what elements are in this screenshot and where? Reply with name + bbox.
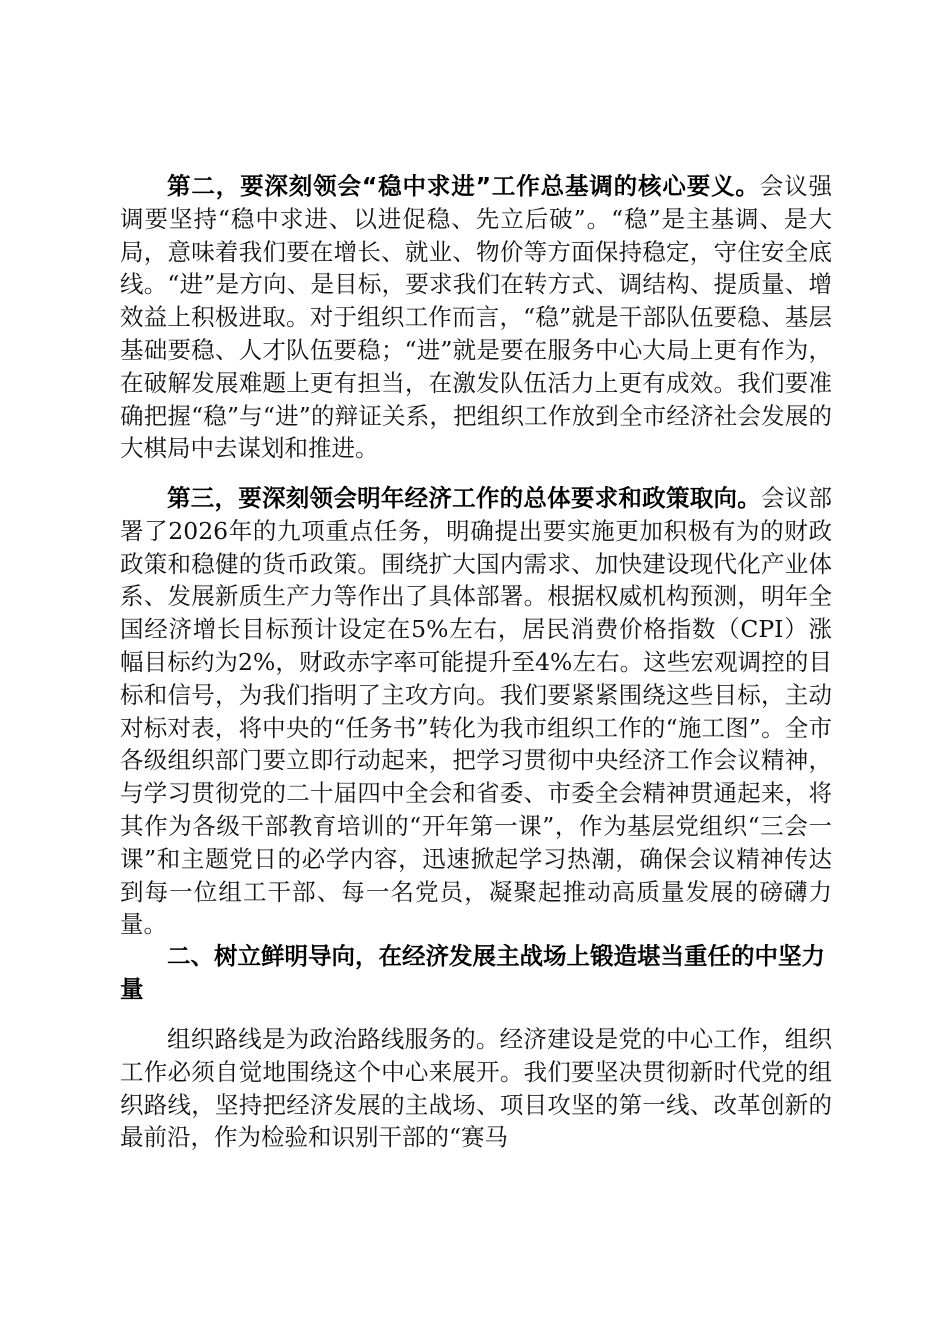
paragraph-body: 会议部署了2026年的九项重点任务，明确提出要实施更加积极有为的财政政策和稳健的货币政策。围绕扩大国内需求、加快建设现代化产业体系、发展新质生产力等作出了具体部署。根据权威机构预测，明年全国经济增长目标预计设定在5%左右，居民消费价格指数（CPI）涨幅目标约为2%，财政赤字率可能提升至4%左右。这些宏观调控的目标和信号，为我们指明了主攻方向。我们要紧紧围绕这些目标，主动对标对表，将中央的“任务书”转化为我市组织工作的“施工图”。全市各级组织部门要立即行动起来，把学习贯彻中央经济工作会议精神，与学习贯彻党的二十届四中全会和省委、市委全会精神贯通起来，将其作为各级干部教育培训的“开年第一课”，作为基层党组织“三会一课”和主题党日的必学内容，迅速掀起学习热潮，确保会议精神传达到每一位组工干部、每一名党员，凝聚起推动高质量发展的磅礴力量。 [120,484,833,939]
paragraph-stability-progress [120,170,832,465]
paragraph-body: 会议强调要坚持“稳中求进、以进促稳、先立后破”。“稳”是主基调、是大局，意味着我们要在增长、就业、物价等方面保持稳定，守住安全底线。“进”是方向、是目标，要求我们在转方式、调结构、提质量、增效益上积极进取。对于组织工作而言，“稳”就是干部队伍要稳、基层基础要稳、人才队伍要稳；“进”就是要在服务中心大局上更有作为，在破解发展难题上更有担当，在激发队伍活力上更有成效。我们要准确把握“稳”与“进”的辩证关系，把组织工作放到全市经济社会发展的大棋局中去谋划和推进。 [120,172,833,463]
section-heading: 二、树立鲜明导向，在经济发展主战场上锻造堪当重任的中坚力量 [120,942,825,1003]
paragraph-lead-heading: 第二，要深刻领会“稳中求进”工作总基调的核心要义。 [167,172,760,200]
paragraph-economic-requirements [120,482,832,941]
paragraph-organization-line [120,1023,832,1154]
paragraph-body: 组织路线是为政治路线服务的。经济建设是党的中心工作，组织工作必须自觉地围绕这个中心来展开。我们要坚决贯彻新时代党的组织路线，坚持把经济发展的主战场、项目攻坚的第一线、改革创新的最前沿，作为检验和识别干部的“赛马 [120,1025,832,1152]
paragraph-lead-heading: 第三，要深刻领会明年经济工作的总体要求和政策取向。 [167,484,761,512]
